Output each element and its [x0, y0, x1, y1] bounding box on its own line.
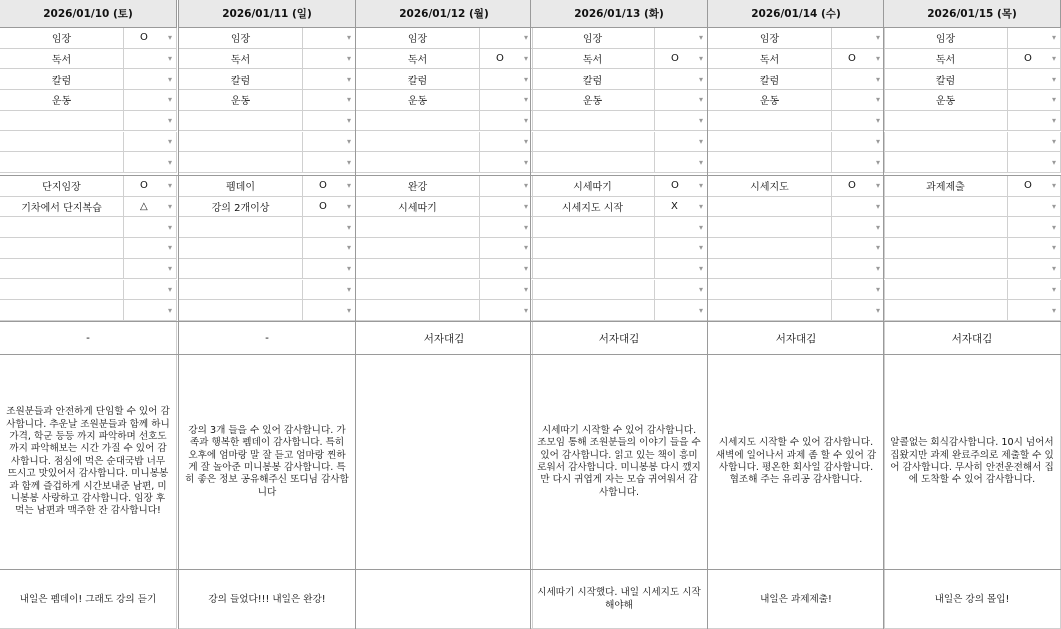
- task-status-dropdown[interactable]: [124, 197, 177, 218]
- day-column-divider: [707, 0, 708, 629]
- chevron-down-icon[interactable]: ▾: [167, 136, 172, 146]
- chevron-down-icon[interactable]: ▾: [1051, 284, 1056, 294]
- task-status-dropdown[interactable]: [303, 238, 356, 259]
- task-status-dropdown[interactable]: [832, 238, 885, 259]
- habit-label[interactable]: 운동: [884, 90, 1008, 111]
- chevron-down-icon[interactable]: ▾: [698, 222, 703, 232]
- chevron-down-icon[interactable]: ▾: [875, 33, 880, 43]
- habit-status-dropdown[interactable]: [655, 111, 708, 132]
- habit-status-value: O: [1024, 53, 1032, 65]
- chevron-down-icon[interactable]: ▾: [698, 157, 703, 167]
- day-header-date: 2026/01/10 (토): [0, 0, 177, 28]
- day-summary: 서자대김: [356, 322, 533, 355]
- task-status-dropdown[interactable]: [124, 259, 177, 280]
- chevron-down-icon[interactable]: ▾: [875, 243, 880, 253]
- chevron-down-icon[interactable]: ▾: [1051, 33, 1056, 43]
- chevron-down-icon[interactable]: ▾: [523, 136, 528, 146]
- task-status-dropdown[interactable]: [1008, 176, 1061, 197]
- chevron-down-icon[interactable]: ▾: [346, 157, 351, 167]
- task-status-dropdown[interactable]: [303, 259, 356, 280]
- task-status-value: O: [140, 180, 148, 192]
- chevron-down-icon[interactable]: ▾: [167, 222, 172, 232]
- task-label[interactable]: 단지임장: [0, 176, 124, 197]
- habit-label[interactable]: 독서: [884, 49, 1008, 70]
- habit-status-dropdown[interactable]: [303, 69, 356, 90]
- section-divider: [0, 175, 1061, 176]
- habit-status-value: O: [496, 53, 504, 65]
- task-status-value: O: [848, 180, 856, 192]
- task-status-value: O: [319, 201, 327, 213]
- task-label[interactable]: [884, 300, 1008, 321]
- chevron-down-icon[interactable]: ▾: [875, 74, 880, 84]
- chevron-down-icon[interactable]: ▾: [167, 181, 172, 191]
- habit-label[interactable]: 임장: [531, 28, 655, 49]
- chevron-down-icon[interactable]: ▾: [346, 202, 351, 212]
- task-label[interactable]: [884, 259, 1008, 280]
- task-status-dropdown[interactable]: [480, 238, 533, 259]
- habit-label[interactable]: [179, 111, 303, 132]
- task-label[interactable]: [708, 259, 832, 280]
- chevron-down-icon[interactable]: ▾: [1051, 116, 1056, 126]
- chevron-down-icon[interactable]: ▾: [346, 264, 351, 274]
- habit-label[interactable]: [531, 111, 655, 132]
- habit-label[interactable]: [0, 132, 124, 153]
- day-column-divider: [530, 0, 531, 629]
- gratitude-journal-text[interactable]: 시세따기 시작할 수 있어 감사합니다. 조모임 통해 조원분들의 이야기 들을 수 있어 감사합니다. 읽고 있는 책이 흥미로워서 감사합니다. 미니봉봉 다시 깼지만 다시 귀엽게 자는 모습 귀여워서 감사합니다.: [531, 355, 708, 570]
- chevron-down-icon[interactable]: ▾: [1051, 136, 1056, 146]
- habit-status-value: O: [671, 53, 679, 65]
- task-status-dropdown[interactable]: [303, 176, 356, 197]
- day-summary: -: [179, 322, 356, 355]
- task-label[interactable]: 시세지도: [708, 176, 832, 197]
- task-label[interactable]: [708, 197, 832, 218]
- task-status-dropdown[interactable]: [303, 300, 356, 321]
- habit-label[interactable]: [179, 132, 303, 153]
- chevron-down-icon[interactable]: ▾: [523, 95, 528, 105]
- chevron-down-icon[interactable]: ▾: [346, 181, 351, 191]
- chevron-down-icon[interactable]: ▾: [698, 264, 703, 274]
- chevron-down-icon[interactable]: ▾: [875, 116, 880, 126]
- habit-label[interactable]: [0, 152, 124, 173]
- task-status-value: O: [1024, 180, 1032, 192]
- habit-status-value: O: [848, 53, 856, 65]
- habit-label[interactable]: [708, 111, 832, 132]
- habit-label[interactable]: [531, 132, 655, 153]
- habit-status-dropdown[interactable]: [1008, 69, 1061, 90]
- habit-status-dropdown[interactable]: [480, 90, 533, 111]
- day-summary: -: [0, 322, 177, 355]
- habit-status-dropdown[interactable]: [480, 152, 533, 173]
- habit-label[interactable]: 임장: [179, 28, 303, 49]
- day-header-date: 2026/01/14 (수): [708, 0, 885, 28]
- chevron-down-icon[interactable]: ▾: [1051, 157, 1056, 167]
- tomorrow-note[interactable]: 내일은 과제제출!: [708, 570, 885, 629]
- habit-status-dropdown[interactable]: [832, 152, 885, 173]
- day-header-date: 2026/01/12 (월): [356, 0, 533, 28]
- chevron-down-icon[interactable]: ▾: [698, 243, 703, 253]
- habit-status-dropdown[interactable]: [655, 49, 708, 70]
- task-label[interactable]: [0, 238, 124, 259]
- day-header-date: 2026/01/15 (목): [884, 0, 1061, 28]
- task-status-dropdown[interactable]: [1008, 280, 1061, 301]
- section-divider: [0, 569, 1061, 570]
- chevron-down-icon[interactable]: ▾: [523, 33, 528, 43]
- task-label[interactable]: [356, 217, 480, 238]
- chevron-down-icon[interactable]: ▾: [167, 116, 172, 126]
- day-header-date: 2026/01/11 (일): [179, 0, 356, 28]
- task-status-dropdown[interactable]: [832, 217, 885, 238]
- habit-status-dropdown[interactable]: [832, 132, 885, 153]
- habit-label[interactable]: [0, 111, 124, 132]
- chevron-down-icon[interactable]: ▾: [875, 181, 880, 191]
- gratitude-journal-text[interactable]: 시세지도 시작할 수 있어 감사합니다. 새벽에 일어나서 과제 좀 할 수 있어 감사합니다. 평온한 회사일 감사합니다. 협조해 주는 유리공 감사합니다.: [708, 355, 885, 570]
- chevron-down-icon[interactable]: ▾: [1051, 202, 1056, 212]
- task-label[interactable]: [356, 238, 480, 259]
- task-label[interactable]: [708, 280, 832, 301]
- day-column-divider: [883, 0, 884, 629]
- task-status-dropdown[interactable]: [303, 197, 356, 218]
- task-status-dropdown[interactable]: [124, 217, 177, 238]
- chevron-down-icon[interactable]: ▾: [523, 222, 528, 232]
- habit-status-dropdown[interactable]: [1008, 152, 1061, 173]
- habit-label[interactable]: 칼럼: [0, 69, 124, 90]
- chevron-down-icon[interactable]: ▾: [875, 202, 880, 212]
- chevron-down-icon[interactable]: ▾: [698, 54, 703, 64]
- task-label[interactable]: [0, 300, 124, 321]
- task-label[interactable]: [884, 217, 1008, 238]
- chevron-down-icon[interactable]: ▾: [1051, 243, 1056, 253]
- task-label[interactable]: [0, 217, 124, 238]
- habit-status-dropdown[interactable]: [1008, 49, 1061, 70]
- chevron-down-icon[interactable]: ▾: [875, 54, 880, 64]
- task-label[interactable]: [179, 259, 303, 280]
- day-summary: 서자대김: [531, 322, 708, 355]
- chevron-down-icon[interactable]: ▾: [346, 95, 351, 105]
- task-status-dropdown[interactable]: [655, 238, 708, 259]
- task-label[interactable]: 시세따기: [356, 197, 480, 218]
- habit-status-dropdown[interactable]: [1008, 111, 1061, 132]
- task-status-dropdown[interactable]: [1008, 238, 1061, 259]
- task-label[interactable]: [179, 217, 303, 238]
- habit-status-value: O: [140, 32, 148, 44]
- chevron-down-icon[interactable]: ▾: [875, 136, 880, 146]
- chevron-down-icon[interactable]: ▾: [523, 305, 528, 315]
- task-label[interactable]: [884, 280, 1008, 301]
- task-status-value: O: [671, 180, 679, 192]
- habit-label[interactable]: [356, 111, 480, 132]
- task-label[interactable]: 기차에서 단지복습: [0, 197, 124, 218]
- habit-status-dropdown[interactable]: [655, 69, 708, 90]
- task-label[interactable]: [179, 280, 303, 301]
- task-status-dropdown[interactable]: [303, 280, 356, 301]
- task-status-dropdown[interactable]: [655, 259, 708, 280]
- task-label[interactable]: [531, 300, 655, 321]
- chevron-down-icon[interactable]: ▾: [1051, 222, 1056, 232]
- task-label[interactable]: [531, 259, 655, 280]
- task-label[interactable]: [884, 197, 1008, 218]
- task-status-dropdown[interactable]: [1008, 217, 1061, 238]
- task-label[interactable]: [179, 238, 303, 259]
- task-status-dropdown[interactable]: [832, 280, 885, 301]
- habit-status-dropdown[interactable]: [124, 111, 177, 132]
- habit-status-dropdown[interactable]: [303, 111, 356, 132]
- gratitude-journal-text[interactable]: 조원분들과 안전하게 단임할 수 있어 감사합니다. 추운날 조원분들과 함께 하니 가격, 학군 등등 까지 파악하며 선호도까지 파악해보는 시간 가질 수 있어 감사합니다. 점심에 먹은 순대국밥 너무 뜨시고 맛있어서 감사합니다. 미니봉봉과 함께 즐겁하게 시간보내준 남편, 미니봉봉 사랑하고 감사합니다. 임장 후 먹는 남편과 맥주한 잔 감사합니다!: [0, 355, 177, 570]
- habit-label[interactable]: [708, 132, 832, 153]
- habit-label[interactable]: 독서: [179, 49, 303, 70]
- task-status-dropdown[interactable]: [655, 217, 708, 238]
- task-status-value: X: [671, 201, 678, 213]
- habit-status-dropdown[interactable]: [124, 90, 177, 111]
- chevron-down-icon[interactable]: ▾: [167, 33, 172, 43]
- chevron-down-icon[interactable]: ▾: [167, 157, 172, 167]
- habit-status-dropdown[interactable]: [303, 28, 356, 49]
- section-divider: [0, 321, 1061, 322]
- task-label[interactable]: [356, 300, 480, 321]
- habit-status-dropdown[interactable]: [303, 132, 356, 153]
- task-status-dropdown[interactable]: [655, 300, 708, 321]
- chevron-down-icon[interactable]: ▾: [346, 243, 351, 253]
- habit-status-dropdown[interactable]: [655, 132, 708, 153]
- chevron-down-icon[interactable]: ▾: [698, 33, 703, 43]
- habit-label[interactable]: 임장: [884, 28, 1008, 49]
- habit-status-dropdown[interactable]: [1008, 28, 1061, 49]
- chevron-down-icon[interactable]: ▾: [346, 284, 351, 294]
- habit-label[interactable]: 운동: [708, 90, 832, 111]
- chevron-down-icon[interactable]: ▾: [875, 305, 880, 315]
- chevron-down-icon[interactable]: ▾: [346, 305, 351, 315]
- task-status-dropdown[interactable]: [832, 176, 885, 197]
- task-label[interactable]: [708, 217, 832, 238]
- habit-status-dropdown[interactable]: [832, 49, 885, 70]
- habit-status-dropdown[interactable]: [655, 152, 708, 173]
- task-status-dropdown[interactable]: [480, 217, 533, 238]
- task-status-dropdown[interactable]: [655, 197, 708, 218]
- chevron-down-icon[interactable]: ▾: [1051, 54, 1056, 64]
- chevron-down-icon[interactable]: ▾: [698, 95, 703, 105]
- chevron-down-icon[interactable]: ▾: [1051, 74, 1056, 84]
- chevron-down-icon[interactable]: ▾: [875, 95, 880, 105]
- chevron-down-icon[interactable]: ▾: [346, 74, 351, 84]
- chevron-down-icon[interactable]: ▾: [167, 243, 172, 253]
- task-label[interactable]: [531, 217, 655, 238]
- habit-status-dropdown[interactable]: [655, 90, 708, 111]
- habit-status-dropdown[interactable]: [124, 28, 177, 49]
- task-label[interactable]: 완강: [356, 176, 480, 197]
- day-summary: 서자대김: [708, 322, 885, 355]
- task-status-dropdown[interactable]: [480, 300, 533, 321]
- habit-status-dropdown[interactable]: [655, 28, 708, 49]
- habit-status-dropdown[interactable]: [124, 132, 177, 153]
- habit-status-dropdown[interactable]: [832, 28, 885, 49]
- habit-label[interactable]: [884, 132, 1008, 153]
- task-status-dropdown[interactable]: [832, 197, 885, 218]
- habit-status-dropdown[interactable]: [1008, 90, 1061, 111]
- chevron-down-icon[interactable]: ▾: [167, 284, 172, 294]
- habit-status-dropdown[interactable]: [303, 90, 356, 111]
- chevron-down-icon[interactable]: ▾: [523, 54, 528, 64]
- task-status-dropdown[interactable]: [480, 176, 533, 197]
- task-label[interactable]: [179, 300, 303, 321]
- day-column-divider: [355, 0, 356, 629]
- habit-label[interactable]: 운동: [0, 90, 124, 111]
- habit-label[interactable]: 칼럼: [179, 69, 303, 90]
- habit-label[interactable]: [884, 111, 1008, 132]
- chevron-down-icon[interactable]: ▾: [167, 95, 172, 105]
- habit-label[interactable]: [356, 132, 480, 153]
- tomorrow-note[interactable]: 내일은 펨데이! 그래도 강의 듣기: [0, 570, 177, 629]
- task-status-dropdown[interactable]: [480, 280, 533, 301]
- chevron-down-icon[interactable]: ▾: [1051, 305, 1056, 315]
- task-label[interactable]: [0, 280, 124, 301]
- habit-status-dropdown[interactable]: [480, 132, 533, 153]
- habit-label[interactable]: [356, 152, 480, 173]
- gratitude-journal-text[interactable]: 강의 3개 들을 수 있어 감사합니다. 가족과 행복한 펨데이 감사합니다. 특히 오후에 엄마랑 말 잘 듣고 엄마랑 찐하게 잘 놀아준 미니봉봉 감사합니다. 특히 좋은 정보 공유해주신 또디님 감사합니다: [179, 355, 356, 570]
- habit-label[interactable]: 운동: [179, 90, 303, 111]
- task-label[interactable]: 강의 2개이상: [179, 197, 303, 218]
- chevron-down-icon[interactable]: ▾: [523, 243, 528, 253]
- habit-label[interactable]: 운동: [531, 90, 655, 111]
- chevron-down-icon[interactable]: ▾: [1051, 181, 1056, 191]
- chevron-down-icon[interactable]: ▾: [698, 136, 703, 146]
- chevron-down-icon[interactable]: ▾: [346, 136, 351, 146]
- day-summary: 서자대김: [884, 322, 1061, 355]
- task-status-dropdown[interactable]: [124, 300, 177, 321]
- task-label[interactable]: 시세따기: [531, 176, 655, 197]
- habit-label[interactable]: 칼럼: [531, 69, 655, 90]
- task-label[interactable]: 과제제출: [884, 176, 1008, 197]
- chevron-down-icon[interactable]: ▾: [346, 116, 351, 126]
- habit-label[interactable]: 운동: [356, 90, 480, 111]
- habit-status-dropdown[interactable]: [832, 90, 885, 111]
- task-status-value: O: [319, 180, 327, 192]
- habit-status-dropdown[interactable]: [480, 111, 533, 132]
- chevron-down-icon[interactable]: ▾: [167, 54, 172, 64]
- task-status-dropdown[interactable]: [1008, 300, 1061, 321]
- habit-label[interactable]: 칼럼: [356, 69, 480, 90]
- habit-label[interactable]: 독서: [0, 49, 124, 70]
- tomorrow-note[interactable]: 내일은 강의 몰입!: [884, 570, 1061, 629]
- task-status-dropdown[interactable]: [480, 197, 533, 218]
- gratitude-journal-text[interactable]: [356, 355, 533, 570]
- chevron-down-icon[interactable]: ▾: [698, 116, 703, 126]
- task-status-dropdown[interactable]: [1008, 259, 1061, 280]
- task-label[interactable]: [356, 280, 480, 301]
- day-column-divider: [178, 0, 179, 629]
- task-label[interactable]: [531, 238, 655, 259]
- task-status-dropdown[interactable]: [832, 300, 885, 321]
- task-status-dropdown[interactable]: [303, 217, 356, 238]
- habit-status-dropdown[interactable]: [480, 69, 533, 90]
- chevron-down-icon[interactable]: ▾: [523, 74, 528, 84]
- section-divider: [0, 354, 1061, 355]
- chevron-down-icon[interactable]: ▾: [167, 74, 172, 84]
- habit-label[interactable]: 임장: [356, 28, 480, 49]
- chevron-down-icon[interactable]: ▾: [698, 284, 703, 294]
- task-label[interactable]: 펨데이: [179, 176, 303, 197]
- habit-status-dropdown[interactable]: [480, 28, 533, 49]
- task-status-dropdown[interactable]: [480, 259, 533, 280]
- task-label[interactable]: 시세지도 시작: [531, 197, 655, 218]
- task-status-dropdown[interactable]: [124, 176, 177, 197]
- task-label[interactable]: [531, 280, 655, 301]
- habit-label[interactable]: 독서: [356, 49, 480, 70]
- day-header-date: 2026/01/13 (화): [531, 0, 708, 28]
- chevron-down-icon[interactable]: ▾: [167, 264, 172, 274]
- habit-status-dropdown[interactable]: [303, 49, 356, 70]
- task-status-dropdown[interactable]: [124, 280, 177, 301]
- chevron-down-icon[interactable]: ▾: [1051, 95, 1056, 105]
- habit-label[interactable]: [708, 152, 832, 173]
- habit-label[interactable]: 임장: [708, 28, 832, 49]
- task-label[interactable]: [884, 238, 1008, 259]
- habit-status-dropdown[interactable]: [832, 111, 885, 132]
- habit-status-dropdown[interactable]: [124, 152, 177, 173]
- habit-label[interactable]: 독서: [531, 49, 655, 70]
- habit-label[interactable]: 칼럼: [708, 69, 832, 90]
- chevron-down-icon[interactable]: ▾: [523, 202, 528, 212]
- task-label[interactable]: [356, 259, 480, 280]
- habit-status-dropdown[interactable]: [832, 69, 885, 90]
- habit-label[interactable]: 칼럼: [884, 69, 1008, 90]
- habit-label[interactable]: [179, 152, 303, 173]
- task-status-dropdown[interactable]: [655, 176, 708, 197]
- chevron-down-icon[interactable]: ▾: [167, 305, 172, 315]
- habit-status-dropdown[interactable]: [124, 69, 177, 90]
- chevron-down-icon[interactable]: ▾: [523, 116, 528, 126]
- habit-status-dropdown[interactable]: [1008, 132, 1061, 153]
- chevron-down-icon[interactable]: ▾: [167, 202, 172, 212]
- habit-status-dropdown[interactable]: [303, 152, 356, 173]
- habit-label[interactable]: 임장: [0, 28, 124, 49]
- task-status-value: △: [140, 201, 148, 213]
- task-label[interactable]: [708, 238, 832, 259]
- chevron-down-icon[interactable]: ▾: [698, 305, 703, 315]
- task-status-dropdown[interactable]: [832, 259, 885, 280]
- chevron-down-icon[interactable]: ▾: [698, 202, 703, 212]
- chevron-down-icon[interactable]: ▾: [698, 181, 703, 191]
- chevron-down-icon[interactable]: ▾: [875, 264, 880, 274]
- task-status-dropdown[interactable]: [1008, 197, 1061, 218]
- tomorrow-note[interactable]: [356, 570, 533, 629]
- chevron-down-icon[interactable]: ▾: [346, 54, 351, 64]
- chevron-down-icon[interactable]: ▾: [1051, 264, 1056, 274]
- habit-label[interactable]: [531, 152, 655, 173]
- chevron-down-icon[interactable]: ▾: [346, 33, 351, 43]
- habit-label[interactable]: 독서: [708, 49, 832, 70]
- tomorrow-note[interactable]: 시세따기 시작했다. 내일 시세지도 시작해야해: [531, 570, 708, 629]
- tomorrow-note[interactable]: 강의 들었다!!! 내일은 완강!: [179, 570, 356, 629]
- gratitude-journal-text[interactable]: 알콜없는 회식감사합니다. 10시 넘어서 집왔지만 과제 완료주의로 제출할 수 있어 감사합니다. 무사히 안전운전해서 집에 도착할 수 있어 감사합니다.: [884, 355, 1061, 570]
- chevron-down-icon[interactable]: ▾: [523, 284, 528, 294]
- habit-label[interactable]: [884, 152, 1008, 173]
- chevron-down-icon[interactable]: ▾: [523, 264, 528, 274]
- task-label[interactable]: [708, 300, 832, 321]
- habit-status-dropdown[interactable]: [480, 49, 533, 70]
- chevron-down-icon[interactable]: ▾: [875, 284, 880, 294]
- chevron-down-icon[interactable]: ▾: [523, 181, 528, 191]
- chevron-down-icon[interactable]: ▾: [875, 222, 880, 232]
- chevron-down-icon[interactable]: ▾: [346, 222, 351, 232]
- chevron-down-icon[interactable]: ▾: [875, 157, 880, 167]
- task-status-dropdown[interactable]: [124, 238, 177, 259]
- task-label[interactable]: [0, 259, 124, 280]
- task-status-dropdown[interactable]: [655, 280, 708, 301]
- chevron-down-icon[interactable]: ▾: [698, 74, 703, 84]
- chevron-down-icon[interactable]: ▾: [523, 157, 528, 167]
- habit-status-dropdown[interactable]: [124, 49, 177, 70]
